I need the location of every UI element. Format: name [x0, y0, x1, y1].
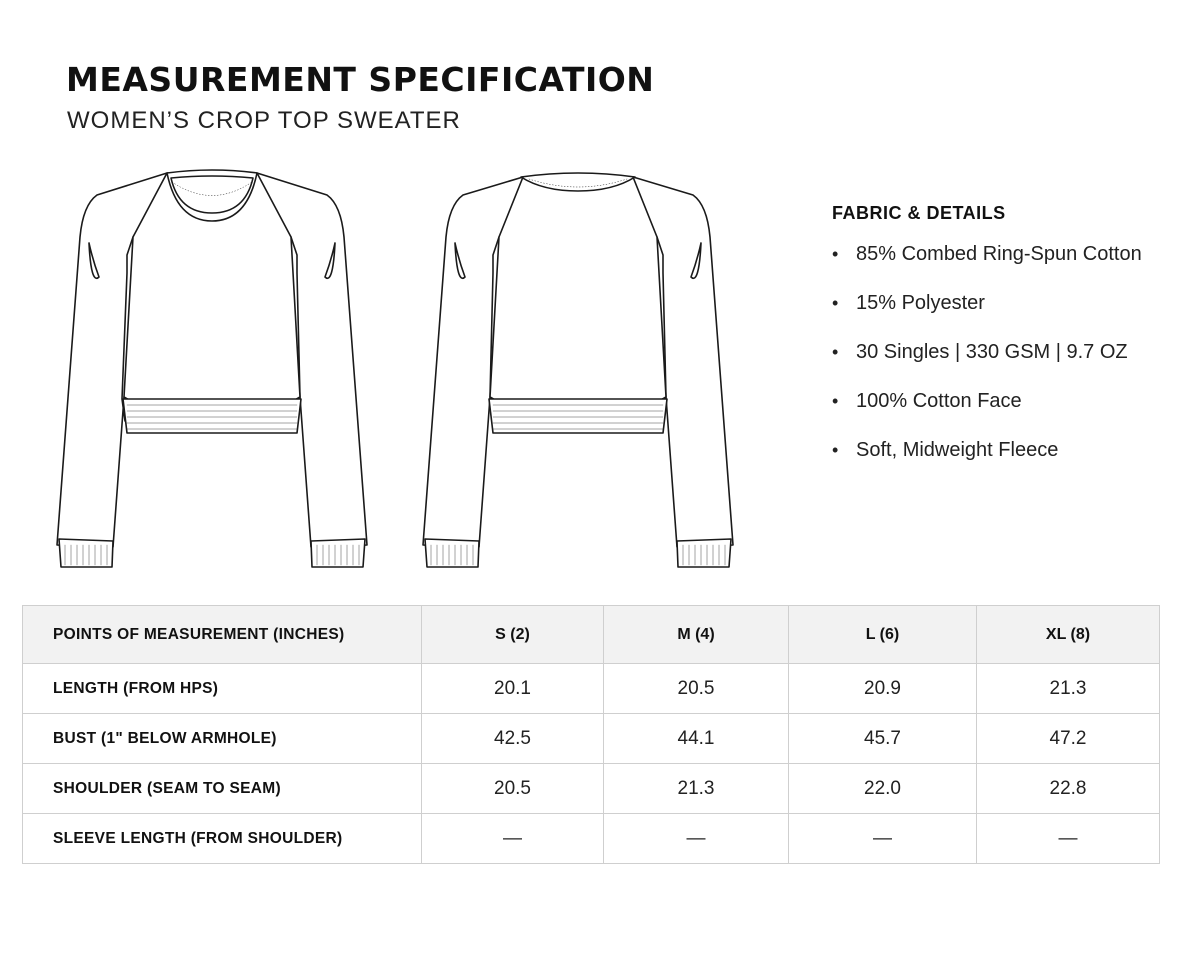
fabric-details-list [832, 242, 1182, 487]
row-label: BUST (1" BELOW ARMHOLE) [23, 714, 422, 764]
column-header: L (6) [789, 606, 977, 664]
list-item [832, 291, 1182, 340]
table-cell: 42.5 [422, 714, 604, 764]
table-cell: 44.1 [604, 714, 789, 764]
column-header: POINTS OF MEASUREMENT (INCHES) [23, 606, 422, 664]
list-item-text: 85% Combed Ring-Spun Cotton [856, 243, 1142, 265]
fabric-details-heading: FABRIC & DETAILS [832, 203, 1006, 223]
table-cell: 20.9 [789, 664, 977, 714]
fabric-details-panel [832, 203, 1182, 487]
table-cell: 47.2 [977, 714, 1160, 764]
table-cell: 20.1 [422, 664, 604, 714]
table-cell: 20.5 [422, 764, 604, 814]
table-cell: — [789, 814, 977, 864]
table-cell: — [422, 814, 604, 864]
list-item-text: Soft, Midweight Fleece [856, 439, 1059, 461]
page-subtitle: WOMEN’S CROP TOP SWEATER [67, 107, 461, 134]
table-cell: 20.5 [604, 664, 789, 714]
bullet-icon: • [832, 342, 839, 362]
list-item-text: 30 Singles | 330 GSM | 9.7 OZ [856, 341, 1128, 363]
list-item [832, 438, 1182, 487]
column-header: M (4) [604, 606, 789, 664]
sweater-back-flat-illustration [413, 165, 743, 577]
table-row [23, 764, 1160, 814]
list-item [832, 340, 1182, 389]
column-header: XL (8) [977, 606, 1160, 664]
table-row [23, 664, 1160, 714]
column-header: S (2) [422, 606, 604, 664]
page-title: MEASUREMENT SPECIFICATION [66, 60, 655, 99]
list-item [832, 242, 1182, 291]
list-item [832, 389, 1182, 438]
measurement-table [22, 605, 1160, 864]
table-cell: 21.3 [977, 664, 1160, 714]
list-item-text: 15% Polyester [856, 292, 985, 314]
sweater-front-flat-illustration [47, 165, 377, 577]
table-cell: — [604, 814, 789, 864]
table-cell: — [977, 814, 1160, 864]
row-label: SHOULDER (SEAM TO SEAM) [23, 764, 422, 814]
bullet-icon: • [832, 440, 839, 460]
list-item-text: 100% Cotton Face [856, 390, 1022, 412]
bullet-icon: • [832, 293, 839, 313]
row-label: SLEEVE LENGTH (FROM SHOULDER) [23, 814, 422, 864]
table-cell: 22.0 [789, 764, 977, 814]
table-cell: 22.8 [977, 764, 1160, 814]
table-row [23, 814, 1160, 864]
table-row [23, 714, 1160, 764]
bullet-icon: • [832, 244, 839, 264]
table-cell: 21.3 [604, 764, 789, 814]
bullet-icon: • [832, 391, 839, 411]
table-cell: 45.7 [789, 714, 977, 764]
row-label: LENGTH (FROM HPS) [23, 664, 422, 714]
table-header-row [23, 606, 1160, 664]
